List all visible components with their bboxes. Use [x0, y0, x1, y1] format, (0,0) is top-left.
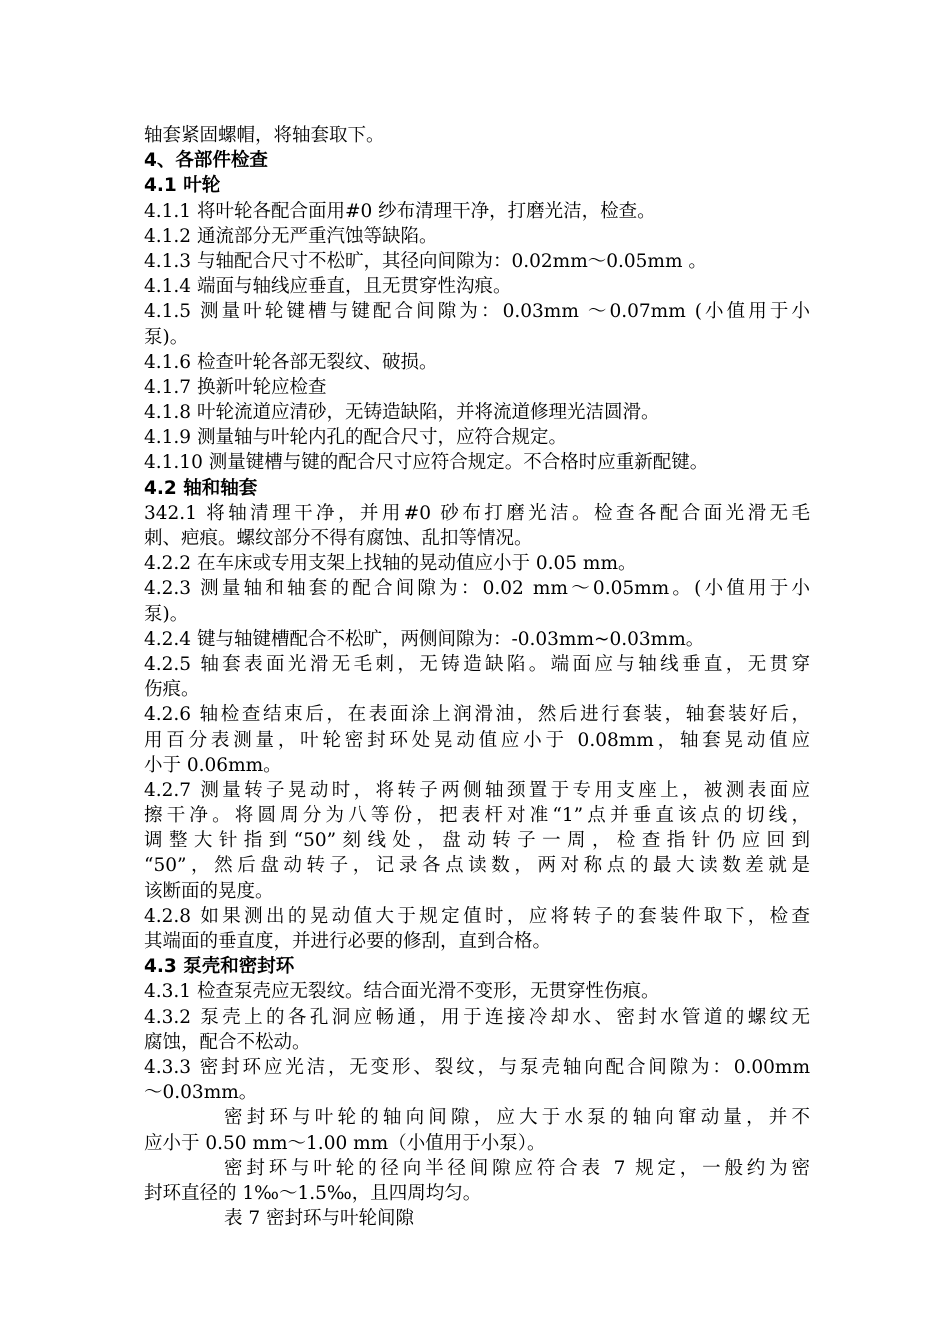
text-line: 4.2.2 在车床或专用支架上找轴的晃动值应小于 0.05 mm。	[144, 553, 637, 575]
text-line: 调整大针指到“50”刻线处，盘动转子一周，检查指针仍应回到	[144, 830, 810, 852]
text-line: 擦干净。将圆周分为八等份，把表杆对准“1”点并垂直该点的切线，	[144, 805, 810, 827]
text-line: “50”，然后盘动转子，记录各点读数，两对称点的最大读数差就是	[144, 855, 810, 877]
text-line: 4.3.1 检查泵壳应无裂纹。结合面光滑不变形，无贯穿性伤痕。	[144, 981, 660, 1003]
text-line: 4.1.8 叶轮流道应清砂，无铸造缺陷，并将流道修理光洁圆滑。	[144, 402, 660, 424]
text-line: 342.1 将轴清理干净，并用#0 砂布打磨光洁。检查各配合面光滑无毛	[144, 502, 810, 524]
text-line: 4.2.8 如果测出的晃动值大于规定值时，应将转子的套装件取下，检查	[144, 905, 810, 927]
text-line: 封环直径的 1‰～1.5‰，且四周均匀。	[144, 1182, 482, 1204]
text-line: 4.1.3 与轴配合尺寸不松旷，其径向间隙为：0.02mm～0.05mm 。	[144, 250, 707, 272]
text-line: 4.3.2 泵壳上的各孔洞应畅通，用于连接冷却水、密封水管道的螺纹无	[144, 1006, 810, 1028]
subsection-heading: 4.3 泵壳和密封环	[144, 956, 295, 978]
text-line: 4.1.7 换新叶轮应检查	[144, 376, 327, 398]
text-line: 刺、疤痕。螺纹部分不得有腐蚀、乱扣等情况。	[144, 528, 533, 549]
text-line: ～0.03mm。	[144, 1082, 258, 1104]
text-line: 泵)。	[144, 326, 189, 348]
document-page	[144, 123, 810, 1231]
text-line: 该断面的晃度。	[144, 880, 274, 902]
text-line: 4.2.3 测量轴和轴套的配合间隙为：0.02 mm～0.05mm。(小值用于小	[144, 578, 810, 600]
text-line: 腐蚀，配合不松动。	[144, 1031, 311, 1053]
indented-paragraph-line: 密封环与叶轮的轴向间隙，应大于水泵的轴向窜动量，并不	[224, 1107, 810, 1129]
text-line: 轴套紧固螺帽，将轴套取下。	[144, 125, 385, 146]
text-line: 4.1.9 测量轴与叶轮内孔的配合尺寸，应符合规定。	[144, 427, 567, 449]
text-line: 4.1.5 测量叶轮键槽与键配合间隙为：0.03mm ～0.07mm (小值用于小	[144, 301, 810, 323]
text-line: 其端面的垂直度，并进行必要的修刮，直到合格。	[144, 931, 552, 952]
text-line: 4.1.2 通流部分无严重汽蚀等缺陷。	[144, 225, 438, 247]
text-line: 4.2.5 轴套表面光滑无毛刺，无铸造缺陷。端面应与轴线垂直，无贯穿	[144, 653, 810, 675]
text-line: 用百分表测量，叶轮密封环处晃动值应小于 0.08mm，轴套晃动值应	[144, 729, 810, 751]
text-line: 4.1.1 将叶轮各配合面用#0 纱布清理干净，打磨光洁，检查。	[144, 200, 656, 222]
text-line: 4.1.10 测量键槽与键的配合尺寸应符合规定。不合格时应重新配键。	[144, 452, 709, 474]
section-heading: 4、各部件检查	[144, 150, 268, 172]
subsection-heading: 4.2 轴和轴套	[144, 477, 258, 499]
table-caption: 表 7 密封环与叶轮间隙	[224, 1208, 415, 1230]
text-line: 4.1.6 检查叶轮各部无裂纹、破损。	[144, 351, 438, 373]
subsection-heading: 4.1 叶轮	[144, 175, 221, 197]
text-line: 4.2.6 轴检查结束后，在表面涂上润滑油，然后进行套装，轴套装好后，	[144, 704, 810, 726]
text-line: 伤痕。	[144, 679, 200, 701]
indented-paragraph-line: 密封环与叶轮的径向半径间隙应符合表 7 规定，一般约为密	[224, 1157, 810, 1179]
text-line: 4.2.4 键与轴键槽配合不松旷，两侧间隙为：-0.03mm~0.03mm。	[144, 628, 705, 650]
text-line: 泵)。	[144, 603, 189, 625]
text-line: 4.1.4 端面与轴线应垂直，且无贯穿性沟痕。	[144, 276, 512, 298]
text-line: 4.3.3 密封环应光洁，无变形、裂纹，与泵壳轴向配合间隙为：0.00mm	[144, 1056, 810, 1078]
text-line: 应小于 0.50 mm～1.00 mm（小值用于小泵）。	[144, 1132, 546, 1154]
text-line: 4.2.7 测量转子晃动时，将转子两侧轴颈置于专用支座上，被测表面应	[144, 779, 810, 801]
text-line: 小于 0.06mm。	[144, 754, 282, 776]
